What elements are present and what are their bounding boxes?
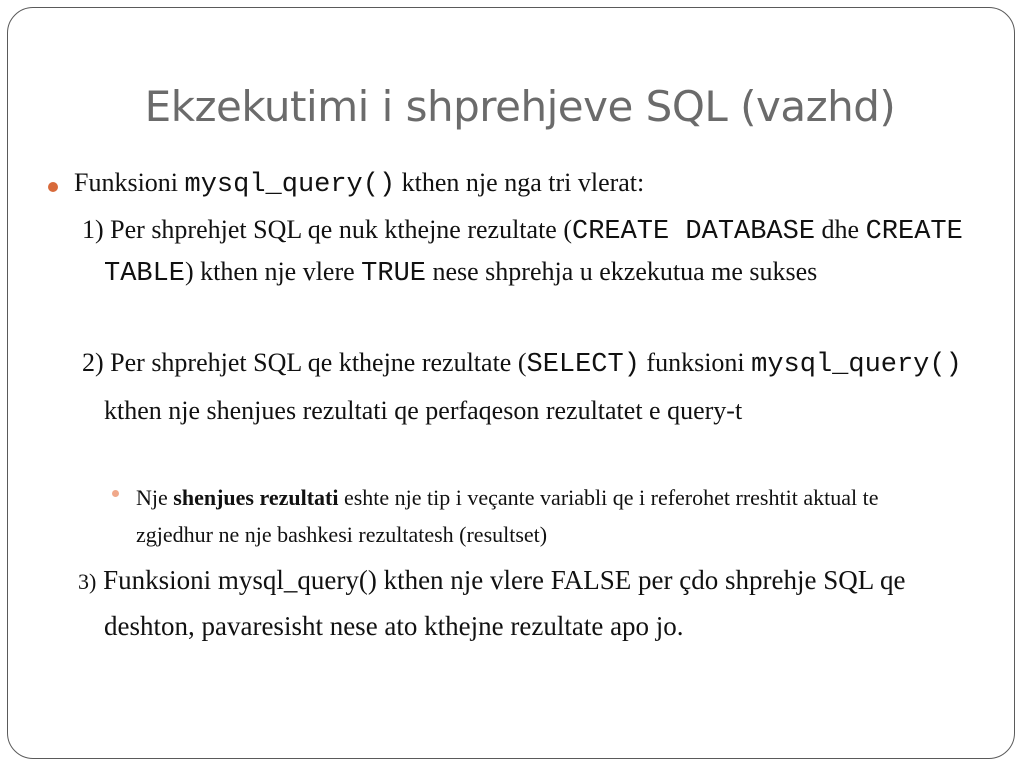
bullet-text [74,168,644,200]
item-3-text: Funksioni mysql_query() kthen nje vlere FALSE per çdo shprehje SQL qe deshton, pavaresisht nese ato kthejne rezultate apo jo. [96,565,906,641]
bullet-prefix: Funksioni [74,168,185,197]
bullet-code: mysql_query() [184,170,396,200]
item-1-code-2: CREATE TABLE [104,217,963,289]
bullet-dot-icon [48,182,58,192]
item-1-after: ) kthen nje vlere [185,257,362,286]
sub-item-prefix: Nje [136,485,174,510]
slide-title: Ekzekutimi i shprehjeve SQL (vazhd) [144,82,896,131]
item-2 [82,340,984,433]
item-1-prefix: 1) Per shprehjet SQL qe nuk kthejne rezultate ( [82,215,572,244]
item-2-end: kthen nje shenjues rezultati qe perfaqeson rezultatet e query-t [104,396,743,425]
bullet-suffix: kthen nje nga tri vlerat: [395,168,645,197]
item-2-mid: funksioni [639,348,752,377]
item-3 [78,558,984,649]
item-1-end: nese shprehja u ekzekutua me sukses [425,257,818,286]
item-1-mid: dhe [815,215,866,244]
item-2-code-2: mysql_query() [751,350,962,380]
item-2-code-1: SELECT) [526,350,640,380]
item-3-number: 3) [78,569,97,594]
sub-item-bold: shenjues rezultati [173,485,339,510]
sub-item [136,479,936,553]
sub-item-rest: eshte nje tip i veçante variabli qe i referohet rreshtit aktual te zgjedhur ne nje bashkesi rezultatesh (resultset) [136,485,879,547]
item-1 [82,210,984,294]
item-1-code-1: CREATE DATABASE [572,217,816,247]
item-1-code-3: TRUE [361,259,426,289]
sub-bullet-dot-icon [112,490,119,497]
item-2-prefix: 2) Per shprehjet SQL qe kthejne rezultate ( [82,348,527,377]
